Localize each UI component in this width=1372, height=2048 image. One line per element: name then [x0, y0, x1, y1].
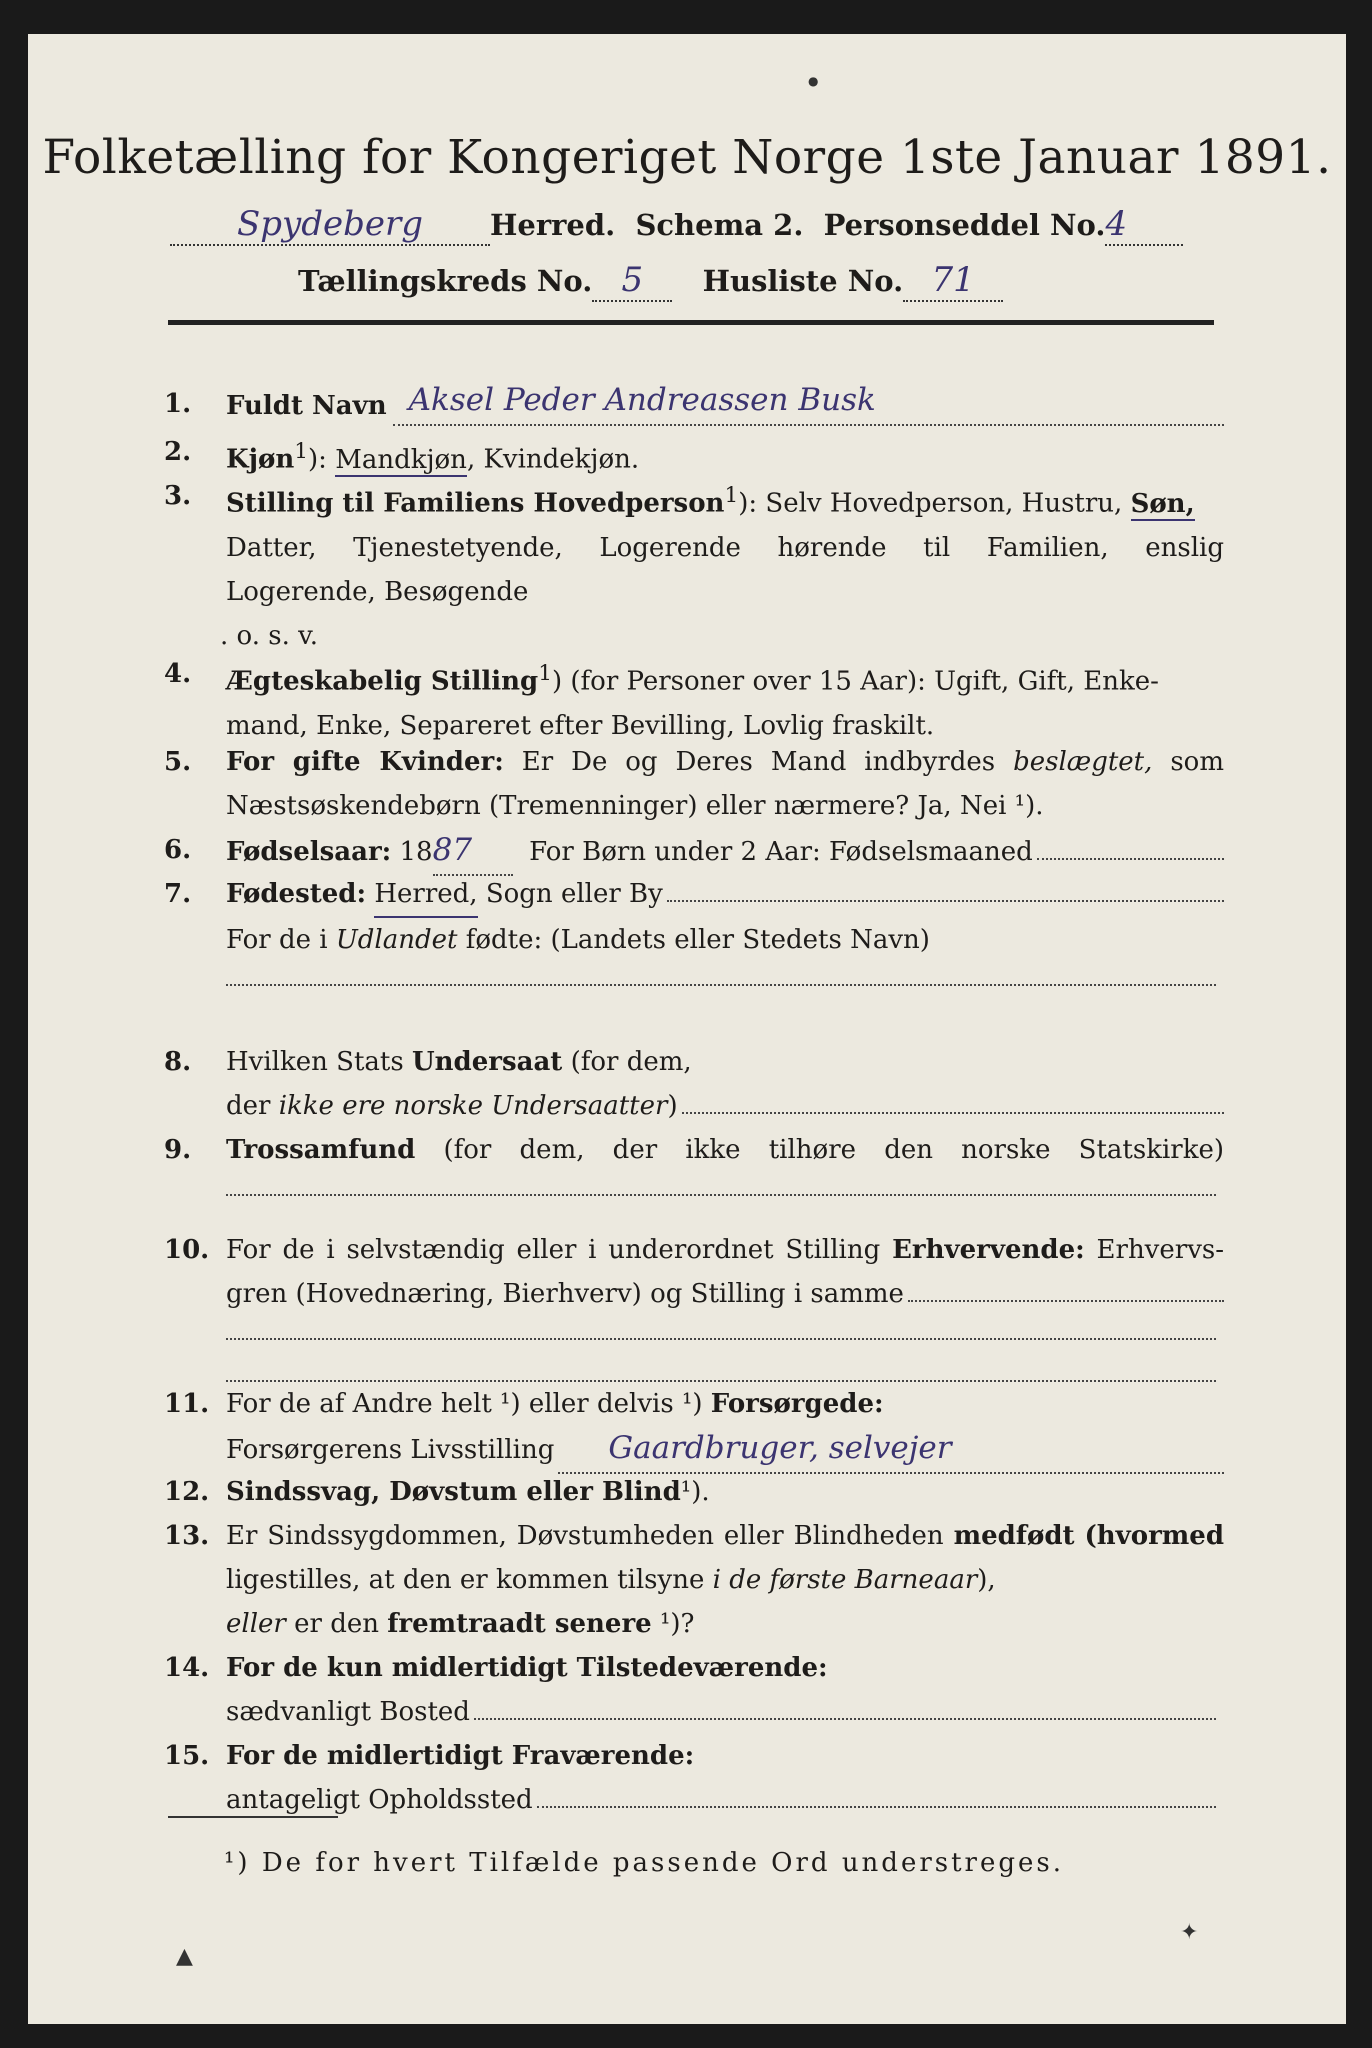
stray-mark: ● — [808, 74, 819, 88]
footnote-ref: 1 — [294, 439, 309, 464]
question-text: ), — [977, 1565, 996, 1595]
question-text: Hvilken Stats — [226, 1047, 404, 1077]
husliste-label: Husliste No. — [702, 264, 904, 298]
question-number: 15. — [164, 1741, 210, 1771]
question-text: Forsørgerens Livsstilling — [226, 1435, 555, 1465]
question-text: Næstsøskendebørn (Tremenninger) eller nærmere? Ja, Nei ¹). — [226, 791, 1044, 821]
question-text: (hvormed — [1084, 1521, 1225, 1551]
question-text: ) — [667, 1091, 678, 1121]
header-rule — [168, 320, 1214, 325]
question-text: For Børn under 2 Aar: Fødselsmaaned — [529, 837, 1033, 867]
question-number: 6. — [164, 835, 192, 865]
census-form-sheet: Folketælling for Kongeriget Norge 1ste Januar 1891. Spydeberg Herred. Schema 2. Personseddel No.4 Tællingskreds No. 5 Husliste No. 71 1. Fuldt Navn Aksel Peder Andreassen Busk 2. Kjøn$^1$): Mandkjøn, Kvindekjøn. 3. Stilling til Familiens Hovedperson$^1$): Selv Hovedperson, Hustru, Søn, Datter, Tjenestetyende, Logerende hørende til Familien, enslig Logerende, Besøgende . o. s. v. 4. Ægteskabelig Stilling$^1$) (for Personer over 15 Aar): Ugift, Gift, Enke- mand, Enke, Separeret efter Bevilling, Lovlig fraskilt. 5. For gifte Kvinder: Er De og Deres Mand indbyrdes beslægtet, som Næstsøskendebørn (Tremenninger) eller nærmere? Ja, Nei ¹). 6. Fødselsaar: 18 87 For Børn under 2 Aar: Fødselsmaaned 7. Fødested: Herred, Sogn eller By For de i Udlandet fødte: (Landets eller Stedets Navn) 8. Hvilken Stats Undersaat (for dem, der ikke ere norske Undersaatter ) 9. Trossamfund (for dem, der ikke tilhøre den norske Statskirke) 10. For de i selvstændig eller i underordnet Stilling Erhvervende: Erhvervs- gren (Hovednæring, Bierhverv) og Stilling i samme 11. For de af Andre helt ¹) eller delvis ¹) Forsørgede: Forsørgerens Livsstilling Gaardbruger, selvejer 12. Sindssvag, Døvstum eller Blind¹). 13. Er Sindssygdommen, Døvstumheden eller Blindheden medfødt (hvormed ligestilles, at den er kommen tilsyne i de første Barneaar), eller er den fremtraadt senere ¹)? 14. For de kun midlertidigt Tilstedeværende: sædvanligt Bosted 15. For de midlertidigt Fraværende: antageligt Opholdssted ¹) De for hvert Tilfælde passende Ord understreges. ▲ ✦ ● — [28, 34, 1346, 2024]
question-label: Erhvervende: — [892, 1235, 1085, 1265]
question-label: fremtraadt senere — [387, 1609, 652, 1639]
question-label: medfødt — [953, 1521, 1075, 1551]
question-number: 13. — [164, 1521, 210, 1551]
question-number: 1. — [164, 389, 192, 419]
question-text: som — [1170, 747, 1224, 777]
herred-label: Herred. — [490, 208, 616, 242]
foreign-birthplace-field[interactable] — [226, 962, 1216, 986]
taellingskreds-line — [298, 260, 1003, 302]
question-text: mand, Enke, Separeret efter Bevilling, Lovlig fraskilt. — [226, 710, 935, 741]
question-text: antageligt Opholdssted — [226, 1785, 533, 1815]
question-text: For de i — [226, 925, 328, 955]
question-text: i de første Barneaar — [712, 1565, 978, 1595]
question-number: 14. — [164, 1653, 210, 1683]
religion-field[interactable] — [226, 1172, 1216, 1196]
question-text: er den — [294, 1609, 379, 1639]
full-name-field[interactable] — [393, 378, 1224, 426]
question-label: Sindssvag, Døvstum eller Blind — [226, 1477, 681, 1507]
question-text: For de i selvstændig eller i underordnet Stilling — [226, 1235, 881, 1265]
question-text: Datter, Tjenestetyende, Logerende hørende til Familien, enslig — [226, 532, 1224, 563]
birthplace-field[interactable] — [667, 900, 1224, 902]
occupation-field[interactable] — [908, 1300, 1224, 1302]
question-text: ¹). — [680, 1477, 710, 1507]
option-mandkjon[interactable]: Mandkjøn — [335, 444, 467, 475]
full-name-answer: Aksel Peder Andreassen Busk — [408, 382, 876, 418]
question-text: ikke ere norske Undersaatter — [278, 1091, 668, 1121]
question-label: Trossamfund — [226, 1135, 416, 1165]
question-text: Sogn eller By — [485, 879, 663, 909]
question-text: Er Sindssygdommen, Døvstumheden eller Blindheden — [226, 1521, 944, 1551]
question-number: 9. — [164, 1135, 192, 1165]
question-number: 2. — [164, 437, 192, 467]
stray-mark: ▲ — [176, 1944, 193, 1969]
husliste-field[interactable]: 71 — [903, 260, 1003, 302]
question-label: Fødested: — [226, 879, 367, 909]
question-number: 7. — [164, 879, 192, 909]
occupation-field-3[interactable] — [226, 1358, 1216, 1382]
question-text: beslægtet, — [1013, 747, 1153, 777]
question-text: o. s. v. — [236, 620, 318, 651]
personseddel-label: Personseddel No. — [823, 208, 1106, 242]
question-text: ligestilles, at den er kommen tilsyne — [226, 1565, 705, 1595]
question-text: der — [226, 1091, 271, 1121]
herred-line — [170, 204, 1183, 246]
question-text: gren (Hovednæring, Bierhverv) og Stilling i samme — [226, 1279, 904, 1309]
question-text: ) (for Personer over 15 Aar): Ugift, Gift, Enke- — [551, 666, 1159, 697]
taellingskreds-label: Tællingskreds No. — [298, 264, 593, 298]
question-text: fødte: (Landets eller Stedets Navn) — [465, 925, 930, 955]
question-text: For de af Andre helt ¹) eller delvis ¹) — [226, 1389, 703, 1419]
year-prefix: 18 — [399, 837, 433, 867]
question-number: 12. — [164, 1477, 210, 1507]
birth-month-field[interactable] — [1037, 858, 1224, 860]
question-number: 5. — [164, 747, 192, 777]
birth-year-field[interactable] — [433, 828, 513, 876]
question-text: sædvanligt Bosted — [226, 1697, 470, 1727]
question-label: For de kun midlertidigt Tilstedeværende: — [226, 1653, 828, 1683]
question-label: Fuldt Navn — [226, 391, 387, 421]
citizenship-field[interactable] — [682, 1112, 1224, 1114]
question-text: Er De og Deres Mand indbyrdes — [521, 747, 996, 777]
provider-occupation-answer: Gaardbruger, selvejer — [608, 1430, 952, 1466]
question-number: 8. — [164, 1047, 192, 1077]
option-kvindekjon[interactable]: , Kvindekjøn. — [466, 444, 640, 475]
question-number: 10. — [164, 1235, 210, 1265]
question-label: Ægteskabelig Stilling — [226, 666, 539, 697]
personseddel-field[interactable]: 4 — [1105, 204, 1183, 246]
question-number: 4. — [164, 659, 192, 689]
provider-occupation-field[interactable] — [558, 1426, 1224, 1474]
question-number: 11. — [164, 1389, 210, 1419]
stray-mark: ✦ — [1180, 1920, 1199, 1945]
taellingskreds-field[interactable]: 5 — [592, 260, 672, 302]
question-label: Kjøn — [226, 444, 295, 475]
question-label: Fødselsaar: — [226, 837, 392, 867]
question-1 — [164, 382, 1224, 426]
option-herred[interactable]: Herred, — [374, 872, 477, 918]
question-text: (for dem, — [570, 1047, 692, 1077]
question-label: Stilling til Familiens Hovedperson — [226, 488, 725, 519]
question-text: eller — [226, 1609, 286, 1639]
schema-label: Schema 2. — [635, 208, 804, 242]
option-son[interactable]: Søn, — [1130, 488, 1195, 519]
question-text: Erhvervs- — [1096, 1235, 1225, 1265]
question-text: ): Selv Hovedperson, Hustru, — [738, 488, 1123, 519]
question-text: (for dem, der ikke tilhøre den norske Statskirke) — [443, 1135, 1224, 1165]
probable-location-field[interactable] — [537, 1806, 1216, 1808]
question-number: 3. — [164, 481, 192, 511]
form-title: Folketælling for Kongeriget Norge 1ste Januar 1891. — [42, 130, 1332, 185]
question-label: Forsørgede: — [710, 1389, 884, 1419]
question-label: For gifte Kvinder: — [226, 747, 504, 777]
usual-residence-field[interactable] — [474, 1718, 1216, 1720]
question-text: ¹)? — [659, 1609, 695, 1639]
herred-field[interactable]: Spydeberg — [170, 204, 490, 246]
question-label: Undersaat — [411, 1047, 563, 1077]
question-label: For de midlertidigt Fraværende: — [226, 1741, 695, 1771]
footnote: ¹) De for hvert Tilfælde passende Ord understreges. — [224, 1848, 1065, 1878]
footnote-rule — [168, 1816, 338, 1818]
question-text: Udlandet — [335, 925, 458, 955]
birth-year-answer: 87 — [432, 832, 473, 868]
question-text: Logerende, Besøgende — [226, 576, 529, 607]
occupation-field-2[interactable] — [226, 1316, 1216, 1340]
